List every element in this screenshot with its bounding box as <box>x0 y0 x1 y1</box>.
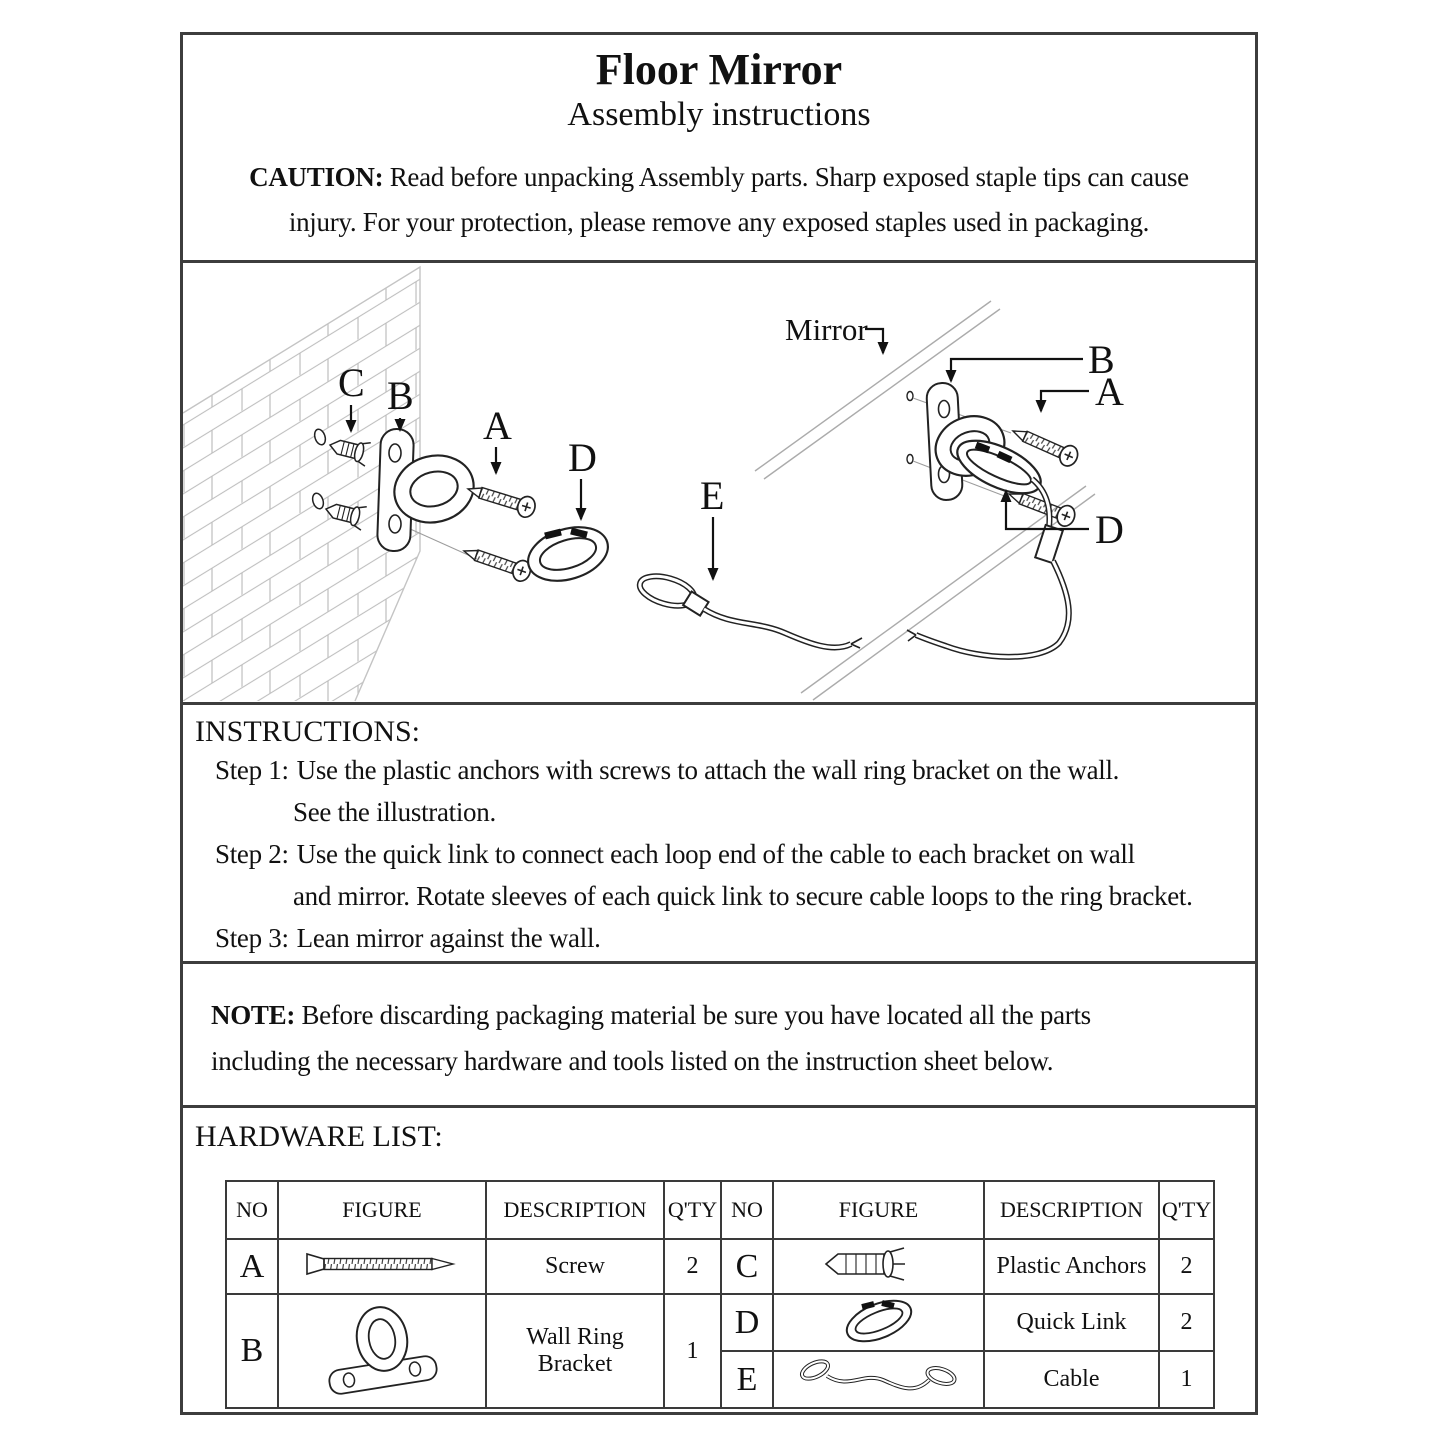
col-qty: Q'TY <box>664 1181 721 1239</box>
step-3-label: Step 3: <box>215 923 289 953</box>
mirror-callout <box>785 312 883 353</box>
table-row-b-d <box>226 1294 1214 1351</box>
instructions-section <box>183 702 1255 961</box>
hardware-section <box>183 1105 1255 1412</box>
item-b-figure <box>278 1294 486 1408</box>
label-b-right: B <box>1088 337 1115 382</box>
step-2-line-1 <box>215 833 1255 875</box>
step-2-text: Use the quick link to connect each loop end of the cable to each bracket on wall <box>296 839 1135 869</box>
label-a-right: A <box>1095 369 1124 414</box>
wall-ring-bracket-figure <box>297 1297 467 1401</box>
note-line-1 <box>211 992 1255 1038</box>
item-b-description: Wall Ring Bracket <box>486 1294 664 1408</box>
item-d-no: D <box>721 1294 773 1351</box>
label-c: C <box>338 360 365 405</box>
note-text-1: Before discarding packaging material be sure you have located all the parts <box>301 1000 1091 1030</box>
item-e-description: Cable <box>984 1351 1159 1408</box>
item-c-no: C <box>721 1239 773 1294</box>
label-d: D <box>568 435 597 480</box>
diagram-section <box>183 260 1255 702</box>
instructions-steps <box>215 749 1255 959</box>
col-figure: FIGURE <box>278 1181 486 1239</box>
step-3-line-1 <box>215 917 1255 959</box>
caution-line-1 <box>183 155 1255 200</box>
item-c-description: Plastic Anchors <box>984 1239 1159 1294</box>
table-row-a-c <box>226 1239 1214 1294</box>
item-e-no: E <box>721 1351 773 1408</box>
label-e: E <box>700 473 725 518</box>
note-section <box>183 961 1255 1105</box>
instructions-heading: INSTRUCTIONS: <box>195 715 421 748</box>
step-1-line-1 <box>215 749 1255 791</box>
item-e-figure <box>773 1351 984 1408</box>
col-description: DESCRIPTION <box>486 1181 664 1239</box>
mirror-label: Mirror <box>785 312 868 347</box>
step-1-label: Step 1: <box>215 755 289 785</box>
item-d-description: Quick Link <box>984 1294 1159 1351</box>
step-1-text: Use the plastic anchors with screws to attach the wall ring bracket on the wall. <box>296 755 1120 785</box>
label-d-right: D <box>1095 507 1124 552</box>
cable <box>637 571 862 648</box>
item-a-figure <box>278 1239 486 1294</box>
note-label: NOTE: <box>211 1000 296 1030</box>
quick-link <box>521 518 614 590</box>
item-a-no: A <box>226 1239 278 1294</box>
col-no-2: NO <box>721 1181 773 1239</box>
item-d-qty: 2 <box>1159 1294 1214 1351</box>
note-paragraph <box>211 992 1255 1084</box>
item-b-no: B <box>226 1294 278 1408</box>
note-line-2: including the necessary hardware and tools listed on the instruction sheet below. <box>211 1046 1054 1076</box>
item-d-figure <box>773 1294 984 1351</box>
step-3-text: Lean mirror against the wall. <box>296 923 601 953</box>
col-qty-2: Q'TY <box>1159 1181 1214 1239</box>
quick-link-figure <box>804 1295 954 1345</box>
screw-figure <box>297 1242 467 1286</box>
step-1-line-2: See the illustration. <box>293 797 496 827</box>
hardware-header-row <box>226 1181 1214 1239</box>
col-description-2: DESCRIPTION <box>984 1181 1159 1239</box>
page-title: Floor Mirror <box>595 45 843 94</box>
caution-label: CAUTION: <box>249 162 384 192</box>
item-e-qty: 1 <box>1159 1351 1214 1408</box>
document-frame <box>180 32 1258 1415</box>
item-c-figure <box>773 1239 984 1294</box>
hardware-table <box>225 1180 1215 1409</box>
cable-figure <box>791 1352 966 1402</box>
col-no: NO <box>226 1181 278 1239</box>
label-b: B <box>387 373 414 418</box>
item-b-qty: 1 <box>664 1294 721 1408</box>
assembly-diagram <box>183 263 1255 702</box>
title-section <box>183 35 1255 260</box>
caution-line-2: injury. For your protection, please remove any exposed staples used in packaging. <box>288 207 1150 237</box>
caution-paragraph <box>183 155 1255 245</box>
col-figure-2: FIGURE <box>773 1181 984 1239</box>
step-2-label: Step 2: <box>215 839 289 869</box>
item-a-qty: 2 <box>664 1239 721 1294</box>
hardware-heading: HARDWARE LIST: <box>195 1120 443 1153</box>
plastic-anchor-figure <box>804 1241 954 1287</box>
item-c-qty: 2 <box>1159 1239 1214 1294</box>
page-subtitle: Assembly instructions <box>567 96 871 133</box>
label-a: A <box>483 403 512 448</box>
wall-ring-bracket <box>377 428 481 551</box>
caution-text-1: Read before unpacking Assembly parts. Sharp exposed staple tips can cause <box>389 162 1189 192</box>
item-a-description: Screw <box>486 1239 664 1294</box>
step-2-line-2: and mirror. Rotate sleeves of each quick link to secure cable loops to the ring bracket. <box>293 881 1193 911</box>
